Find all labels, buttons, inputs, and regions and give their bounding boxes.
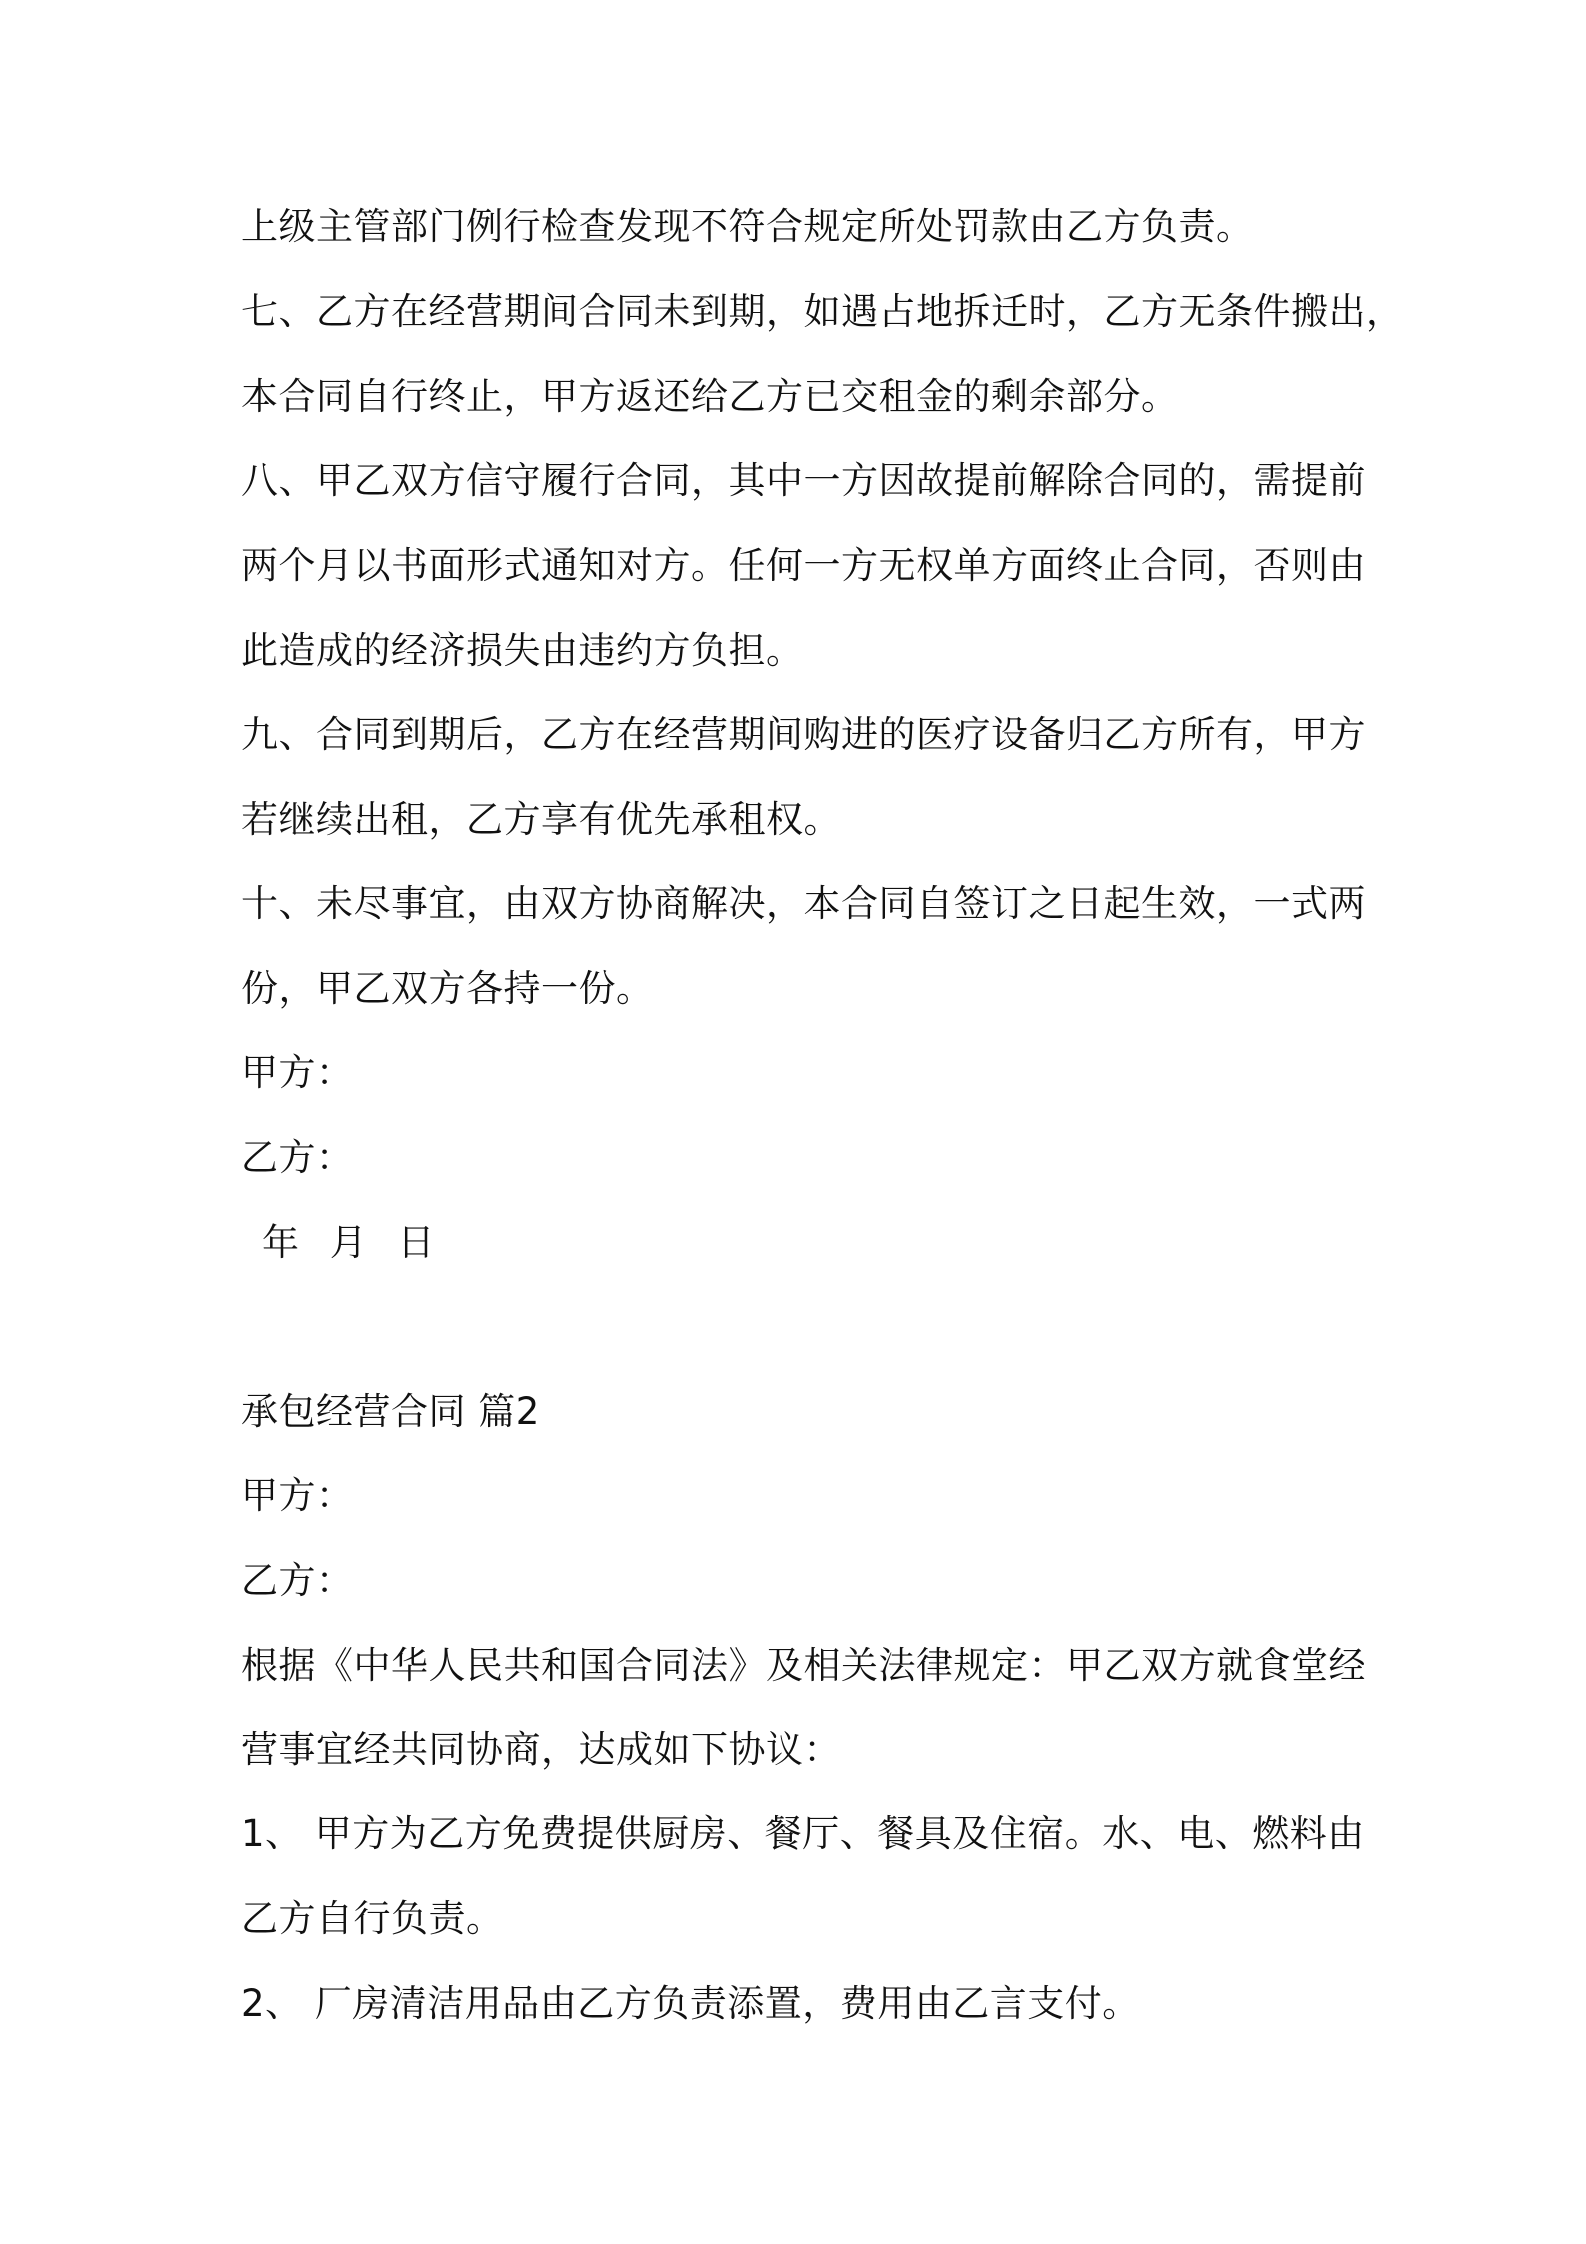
item-2-line-1: 2、 厂房清洁用品由乙方负责添置，费用由乙言支付。	[241, 1982, 1140, 2025]
preamble-line-2: 营事宜经共同协商，达成如下协议：	[241, 1728, 841, 1771]
paragraph-line-penalty: 上级主管部门例行检查发现不符合规定所处罚款由乙方负责。	[241, 205, 1254, 248]
clause-9-line-2: 若继续出租，乙方享有优先承租权。	[241, 798, 841, 841]
clause-8-line-2: 两个月以书面形式通知对方。任何一方无权单方面终止合同，否则由	[241, 544, 1366, 587]
item-1-line-1: 1、 甲方为乙方免费提供厨房、餐厅、餐具及住宿。水、电、燃料由	[241, 1812, 1365, 1855]
signature-date-line: 年 月 日	[262, 1221, 436, 1264]
clause-7-line-1: 七、乙方在经营期间合同未到期，如遇占地拆迁时，乙方无条件搬出，	[241, 290, 1404, 333]
party-b-label-2: 乙方：	[241, 1559, 354, 1602]
clause-10-line-2: 份，甲乙双方各持一份。	[241, 967, 654, 1010]
party-a-label: 甲方：	[241, 1051, 354, 1094]
party-a-label-2: 甲方：	[241, 1474, 354, 1517]
clause-9-line-1: 九、合同到期后，乙方在经营期间购进的医疗设备归乙方所有，甲方	[241, 713, 1366, 756]
clause-8-line-3: 此造成的经济损失由违约方负担。	[241, 629, 804, 672]
clause-7-line-2: 本合同自行终止，甲方返还给乙方已交租金的剩余部分。	[241, 375, 1179, 418]
clause-10-line-1: 十、未尽事宜，由双方协商解决，本合同自签订之日起生效，一式两	[241, 882, 1366, 925]
party-b-label: 乙方：	[241, 1136, 354, 1179]
clause-8-line-1: 八、甲乙双方信守履行合同，其中一方因故提前解除合同的，需提前	[241, 459, 1366, 502]
section-heading: 承包经营合同 篇2	[241, 1390, 540, 1433]
item-1-line-2: 乙方自行负责。	[241, 1897, 504, 1940]
preamble-line-1: 根据《中华人民共和国合同法》及相关法律规定：甲乙双方就食堂经	[241, 1644, 1366, 1687]
